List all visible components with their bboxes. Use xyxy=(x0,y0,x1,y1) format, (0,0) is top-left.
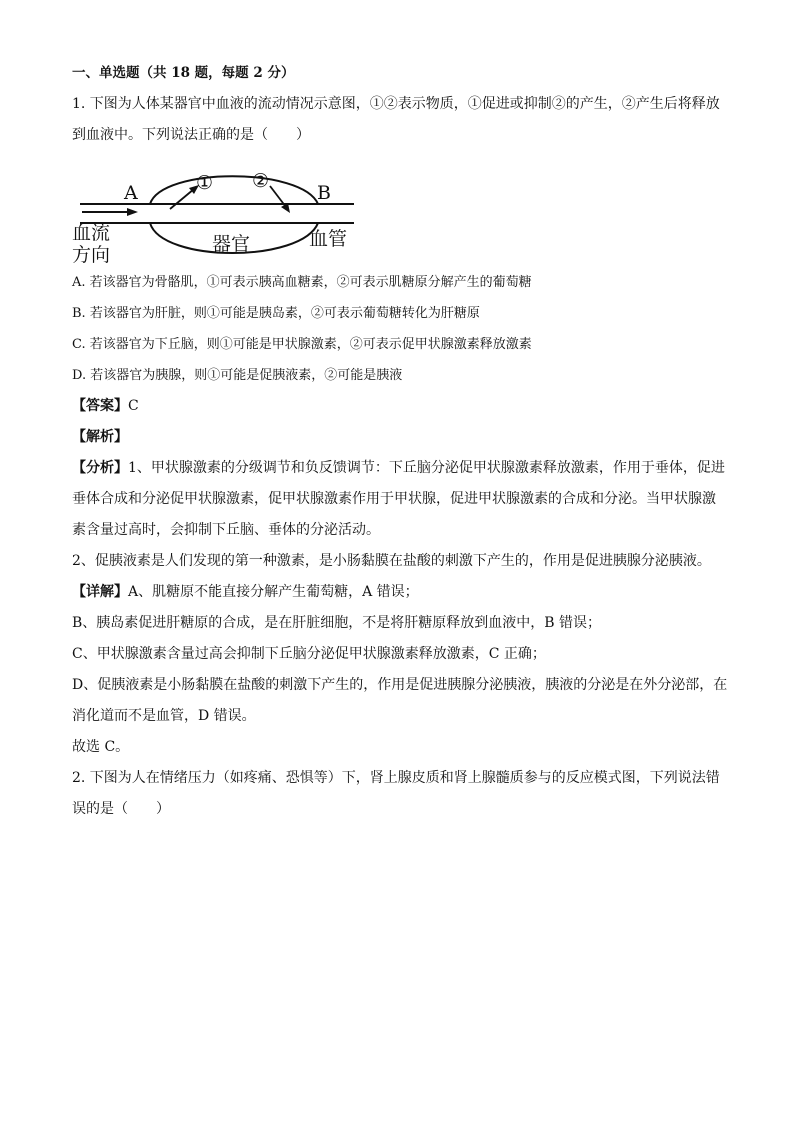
label-substance-1: ① xyxy=(196,172,214,194)
q1-fenxi-line-3: 素含量过高时，会抑制下丘脑、垂体的分泌活动。 xyxy=(72,522,380,538)
q2-stem-line-1: 2. 下图为人在情绪压力（如疼痛、恐惧等）下，肾上腺皮质和肾上腺髓质参与的反应模式图，下列说法错 xyxy=(72,770,720,786)
fenxi-tag: 【分析】 xyxy=(72,460,128,476)
fenxi-1-text-1: 1、甲状腺激素的分级调节和负反馈调节：下丘脑分泌促甲状腺激素释放激素，作用于垂体，促进 xyxy=(128,460,725,476)
q1-option-a: A. 若该器官为骨骼肌，①可表示胰高血糖素，②可表示肌糖原分解产生的葡萄糖 xyxy=(72,275,532,290)
label-flow-line-1: 血流 xyxy=(72,222,111,244)
label-substance-2: ② xyxy=(252,170,270,192)
blood-flow-diagram-svg xyxy=(72,159,362,263)
answer-tag: 【答案】 xyxy=(72,398,128,414)
q1-conclusion: 故选 C。 xyxy=(72,739,130,755)
label-a: A xyxy=(124,182,138,204)
q1-fenxi-line-1 xyxy=(72,453,732,484)
q1-detail-d-line-1: D、促胰液素是小肠黏膜在盐酸的刺激下产生的，作用是促进胰腺分泌胰液，胰液的分泌是在外分泌部，在 xyxy=(72,677,728,693)
q1-detail-b: B、胰岛素促进肝糖原的合成，是在肝脏细胞，不是将肝糖原释放到血液中，B 错误； xyxy=(72,615,602,631)
q1-fenxi-2: 2、促胰液素是人们发现的第一种激素，是小肠黏膜在盐酸的刺激下产生的，作用是促进胰腺分泌胰液。 xyxy=(72,553,711,569)
q1-option-c: C. 若该器官为下丘脑，则①可能是甲状腺激素，②可表示促甲状腺激素释放激素 xyxy=(72,337,532,352)
q2-stem-line-2: 误的是（ ） xyxy=(72,801,170,817)
label-vessel: 血管 xyxy=(309,228,348,250)
q1-detail-d-line-2: 消化道而不是血管，D 错误。 xyxy=(72,708,256,724)
detail-tag: 【详解】 xyxy=(72,584,128,600)
q1-analysis-heading xyxy=(72,422,732,453)
document-page xyxy=(72,58,732,825)
blood-flow-diagram xyxy=(72,159,362,263)
q1-detail-a xyxy=(72,577,732,608)
organ-upper-arc xyxy=(150,176,318,204)
q1-option-b: B. 若该器官为肝脏，则①可能是胰岛素，②可表示葡萄糖转化为肝糖原 xyxy=(72,306,480,321)
q1-stem-line-2: 到血液中。下列说法正确的是（ ） xyxy=(72,127,310,143)
answer-value: C xyxy=(128,398,139,414)
q1-option-d: D. 若该器官为胰腺，则①可能是促胰液素，②可能是胰液 xyxy=(72,368,403,383)
flow-arrow-head xyxy=(127,208,138,216)
q1-detail-c: C、甲状腺激素含量过高会抑制下丘脑分泌促甲状腺激素释放激素，C 正确； xyxy=(72,646,546,662)
analysis-tag: 【解析】 xyxy=(72,429,128,445)
q1-fenxi-line-2: 垂体合成和分泌促甲状腺激素，促甲状腺激素作用于甲状腺，促进甲状腺激素的合成和分泌。当甲状腺激 xyxy=(72,491,716,507)
q1-stem-line-1: 1. 下图为人体某器官中血液的流动情况示意图，①②表示物质，①促进或抑制②的产生，②产生后将释放 xyxy=(72,96,720,112)
label-b: B xyxy=(317,182,331,204)
q1-answer xyxy=(72,391,732,422)
arrow-to-substance-1 xyxy=(170,189,194,209)
detail-a-text: A、肌糖原不能直接分解产生葡萄糖，A 错误； xyxy=(128,584,419,600)
label-organ: 器官 xyxy=(212,233,251,255)
label-flow-line-2: 方向 xyxy=(72,244,111,263)
section-title: 一、单选题（共 18 题，每题 2 分） xyxy=(72,65,295,81)
